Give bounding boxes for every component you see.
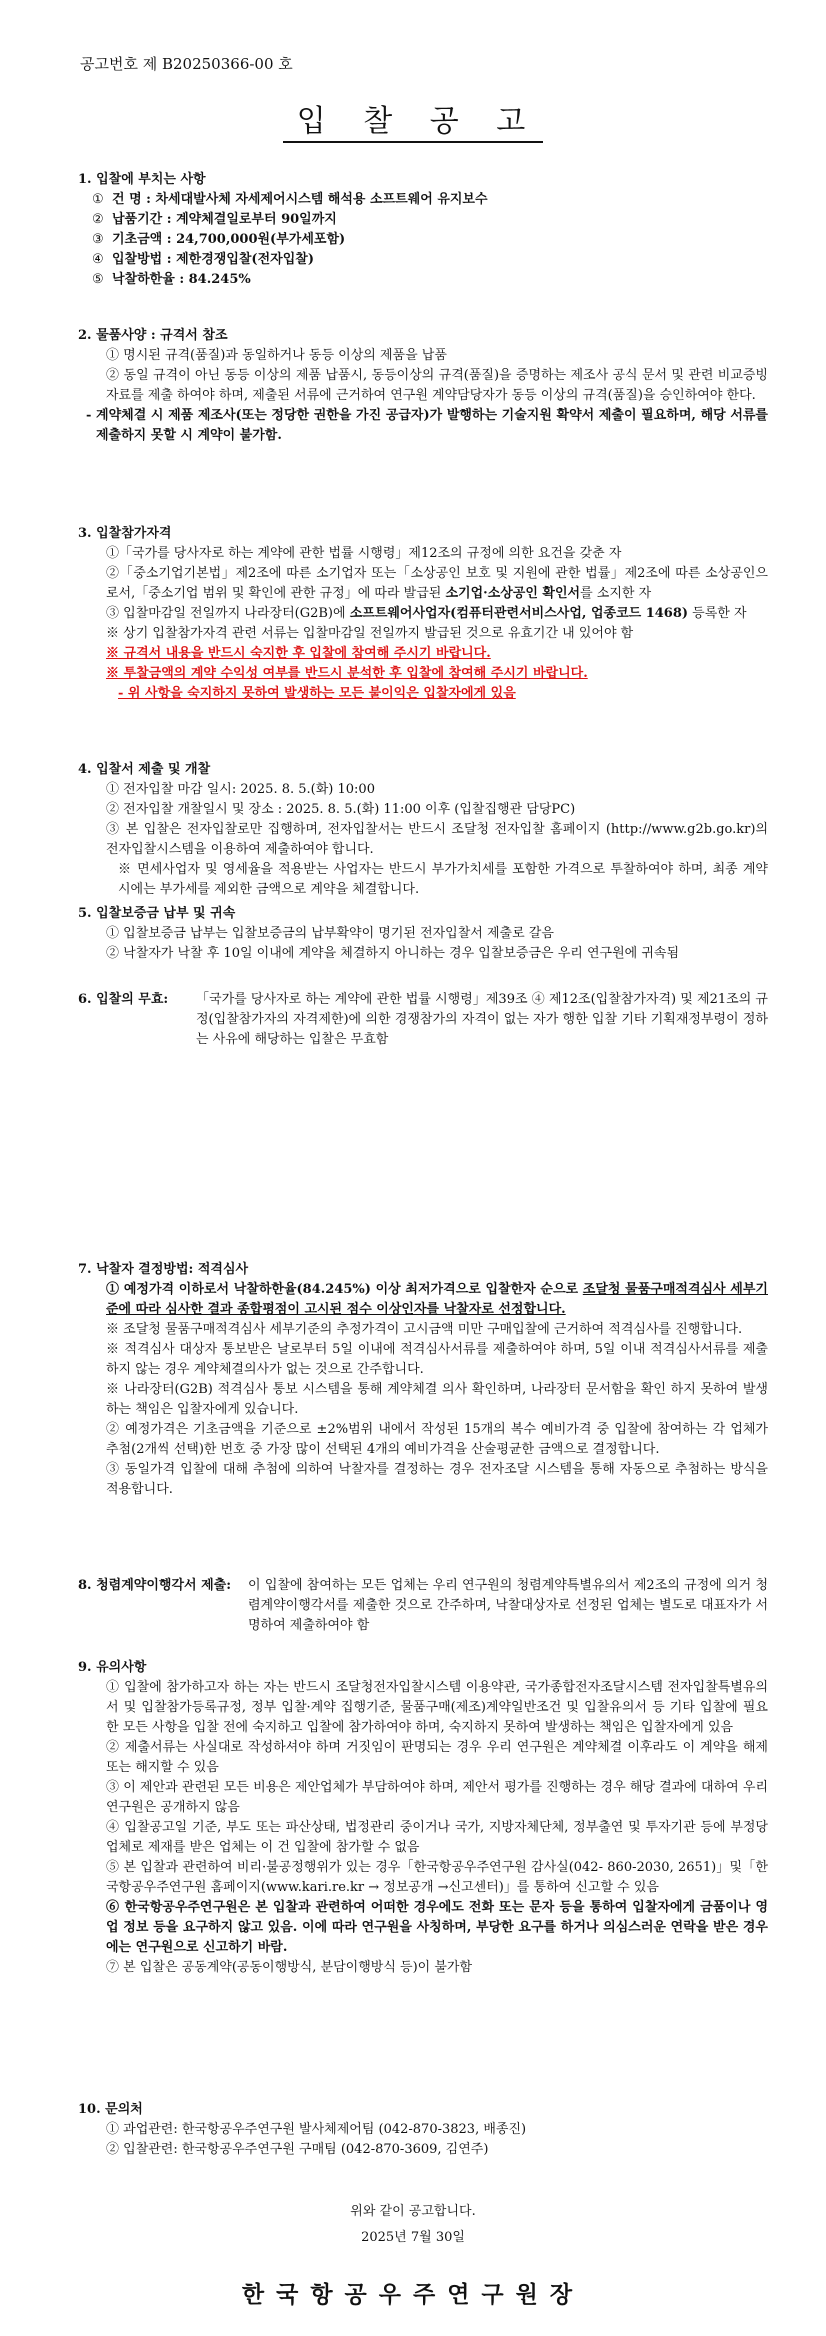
item-marker: ③ <box>92 232 104 247</box>
note: ※ 면세사업자 및 영세율을 적용받는 사업자는 반드시 부가가치세를 포함한 가격으로 투찰하여야 하며, 최종 계약 시에는 부가세를 제외한 금액으로 계약을 체결합니다. <box>118 862 768 897</box>
item-text: ② 전자입찰 개찰일시 및 장소 : 2025. 8. 5.(화) 11:00 이후 <box>106 802 451 817</box>
item-text-bold: 소프트웨어사업자(컴퓨터관련서비스사업, 업종코드 1468) <box>349 606 689 621</box>
list-item <box>78 1280 768 1320</box>
warning-text: ※ 투찰금액의 계약 수익성 여부를 반드시 분석한 후 입찰에 참여해 주시기 바랍니다. <box>106 666 588 681</box>
list-item: ⑤ 본 입찰과 관련하여 비리·불공정행위가 있는 경우「한국항공우주연구원 감사실(042- 860-2030, 2651)」및「한국항공우주연구원 홈페이지(www.kari.re.kr → 정보공개 →신고센터)」를 통하여 신고할 수 있음 <box>106 1860 768 1895</box>
section-heading: 4. 입찰서 제출 및 개찰 <box>78 762 211 777</box>
section-heading: 7. 낙찰자 결정방법: 적격심사 <box>78 1262 249 1277</box>
page-title <box>0 96 826 140</box>
section-notes <box>78 1658 768 1978</box>
list-item: ④ 입찰공고일 기준, 부도 또는 파산상태, 법정관리 중이거나 국가, 지방자체단체, 정부출연 및 투자기관 등에 부정당업체로 제재를 받은 업체는 이 건 입찰에 참가할 수 없음 <box>106 1820 768 1855</box>
item-text: 낙찰하한율 : 84.245% <box>112 272 251 287</box>
item-text: 입찰방법 : 제한경쟁입찰(전자입찰) <box>112 252 314 267</box>
list-item: ① 전자입찰 마감 일시: 2025. 8. 5.(화) 10:00 <box>106 782 375 797</box>
note: ※ 적격심사 대상자 통보받은 날로부터 5일 이내에 적격심사서류를 제출하여야 하며, 5일 이내 적격심사서류를 제출하지 않는 경우 계약체결의사가 없는 것으로 간주합니다. <box>106 1342 768 1377</box>
list-item: ② 제출서류는 사실대로 작성하셔야 하며 거짓임이 판명되는 경우 우리 연구원은 계약체결 이후라도 이 계약을 해제 또는 해지할 수 있음 <box>106 1740 768 1775</box>
warning-text: ※ 규격서 내용을 반드시 숙지한 후 입찰에 참여해 주시기 바랍니다. <box>106 646 491 661</box>
list-item: ③ 본 입찰은 전자입찰로만 집행하며, 전자입찰서는 반드시 조달청 전자입찰 홈페이지 (http://www.g2b.go.kr)의 전자입찰시스템을 이용하여 제출하여야 합니다. <box>106 822 768 857</box>
list-item <box>78 270 768 290</box>
list-item <box>78 564 768 604</box>
item-text: 기초금액 : 24,700,000원(부가세포함) <box>112 232 346 247</box>
section-spec <box>78 326 768 446</box>
list-item <box>78 250 768 270</box>
item-marker: ④ <box>92 252 104 267</box>
note-warning <box>78 664 768 684</box>
section-heading: 10. 문의처 <box>78 2102 143 2117</box>
section-contacts <box>78 2100 768 2160</box>
item-text: 건 명 : 차세대발사체 자세제어시스템 해석용 소프트웨어 유지보수 <box>112 192 488 207</box>
item-text: ②「중소기업기본법」제2조에 따른 소기업자 또는「소상공인 보호 및 지원에 관한 법률」제2조에 따른 소상공인으로서,「중소기업 범위 및 확인에 관한 규정」에 따라 발급된 <box>106 566 768 601</box>
note-warning <box>78 644 768 664</box>
notice-date: 2025년 7월 30일 <box>361 2230 465 2245</box>
section-deposit <box>78 904 768 964</box>
note-warning <box>78 684 768 704</box>
list-item: ① 명시된 규격(품질)과 동일하거나 동등 이상의 제품을 납품 <box>106 348 447 363</box>
list-item <box>78 210 768 230</box>
invalid-clause <box>78 990 768 1050</box>
list-item: ⑥ 한국항공우주연구원은 본 입찰과 관련하여 어떠한 경우에도 전화 또는 문자 등을 통하여 입찰자에게 금품이나 영업 정보 등을 요구하지 않고 있음. 이에 따라 연구원을 사칭하며, 부당한 요구를 하거나 의심스러운 연락을 받은 경우에는 연구원으로 신고하기 바람. <box>106 1900 768 1955</box>
item-text: ① 예정가격 이하로서 낙찰하한율(84.245%) 이상 최저가격으로 입찰한자 순으로 <box>106 1282 583 1297</box>
list-item: ② 낙찰자가 낙찰 후 10일 이내에 계약을 체결하지 아니하는 경우 입찰보증금은 우리 연구원에 귀속됨 <box>106 946 680 961</box>
notice-number: 공고번호 제 B20250366-00 호 <box>80 55 293 73</box>
item-text: 납품기간 : 계약체결일로부터 90일까지 <box>112 212 337 227</box>
contact-item: ② 입찰관련: 한국항공우주연구원 구매팀 (042-870-3609, 김연주) <box>106 2142 489 2157</box>
item-marker: ② <box>92 212 104 227</box>
list-item <box>78 190 768 210</box>
item-marker: ① <box>92 192 104 207</box>
section-integrity <box>78 1576 768 1636</box>
note: - 계약체결 시 제품 제조사(또는 정당한 권한을 가진 공급자)가 발행하는 기술지원 확약서 제출이 필요하며, 해당 서류를 제출하지 못할 시 계약이 불가함. <box>86 408 768 443</box>
section-award-method <box>78 1260 768 1500</box>
list-item: ③ 이 제안과 관련된 모든 비용은 제안업체가 부담하여야 하며, 제안서 평가를 진행하는 경우 해당 결과에 대하여 우리 연구원은 공개하지 않음 <box>106 1780 768 1815</box>
clause-text: 「국가를 당사자로 하는 계약에 관한 법률 시행령」제39조 ④ 제12조(입찰참가자격) 및 제21조의 규정(입찰참가자의 자격제한)에 의한 경쟁참가의 자격이 없는 자가 행한 입찰 기타 기획재정부령이 정하는 사유에 해당하는 입찰은 무효함 <box>196 992 768 1047</box>
clause-text: 이 입찰에 참여하는 모든 업체는 우리 연구원의 청렴계약특별유의서 제2조의 규정에 의거 청렴계약이행각서를 제출한 것으로 간주하며, 낙찰대상자로 선정된 업체는 별도로 대표자가 서명하여 제출하여야 함 <box>248 1578 768 1633</box>
closing-line: 위와 같이 공고합니다. <box>350 2204 476 2219</box>
item-text: ③ 입찰마감일 전일까지 나라장터(G2B)에 <box>106 606 350 621</box>
section-invalid <box>78 990 768 1050</box>
section-heading: 6. 입찰의 무효: <box>78 992 169 1007</box>
section-heading: 5. 입찰보증금 납부 및 귀속 <box>78 906 236 921</box>
item-text-bold: 소기업·소상공인 확인서 <box>445 586 581 601</box>
item-text: (입찰집행관 담당PC) <box>450 802 576 817</box>
section-heading: 3. 입찰참가자격 <box>78 526 172 541</box>
section-bid-items <box>78 170 768 290</box>
contact-item: ① 과업관련: 한국항공우주연구원 발사체제어팀 (042-870-3823, 배종진) <box>106 2122 527 2137</box>
note: ※ 상기 입찰참가자격 관련 서류는 입찰마감일 전일까지 발급된 것으로 유효기간 내 있어야 함 <box>106 626 634 641</box>
section-heading: 9. 유의사항 <box>78 1660 147 1675</box>
section-heading: 2. 물품사양 : 규격서 참조 <box>78 328 228 343</box>
issuer-signature: 한국항공우주연구원장 <box>241 2281 585 2308</box>
warning-text: - 위 사항을 숙지하지 못하여 발생하는 모든 불이익은 입찰자에게 있음 <box>118 686 516 701</box>
section-heading: 1. 입찰에 부치는 사항 <box>78 172 206 187</box>
list-item: ①「국가를 당사자로 하는 계약에 관한 법률 시행령」제12조의 규정에 의한 요건을 갖춘 자 <box>106 546 622 561</box>
list-item: ⑦ 본 입찰은 공동계약(공동이행방식, 분담이행방식 등)이 불가함 <box>106 1960 473 1975</box>
list-item <box>78 230 768 250</box>
item-text-underlined: 조달청 물품구매적격심사 세부기준에 따라 심사한 결과 종합평점이 고시된 점수 이상인자를 낙찰자로 선정합니다. <box>106 1282 768 1317</box>
list-item: ② 동일 규격이 아닌 동등 이상의 제품 납품시, 동등이상의 규격(품질)을 증명하는 제조사 공식 문서 및 관련 비교증빙자료를 제출 하여야 하며, 제출된 서류에 근거하여 연구원 계약담당자가 동등 이상의 규격(품질)을 승인하여야 한다. <box>106 368 768 403</box>
note: ※ 조달청 물품구매적격심사 세부기준의 추정가격이 고시금액 미만 구매입찰에 근거하여 적격심사를 진행합니다. <box>106 1322 743 1337</box>
item-marker: ⑤ <box>92 272 104 287</box>
note: ※ 나라장터(G2B) 적격심사 통보 시스템을 통해 계약체결 의사 확인하며, 나라장터 문서함을 확인 하지 못하여 발생하는 책임은 입찰자에게 있습니다. <box>106 1382 768 1417</box>
section-eligibility <box>78 524 768 704</box>
list-item: ① 입찰보증금 납부는 입찰보증금의 납부확약이 명기된 전자입찰서 제출로 갈음 <box>106 926 554 941</box>
item-text: 를 소지한 자 <box>580 586 652 601</box>
list-item: ③ 동일가격 입찰에 대해 추첨에 의하여 낙찰자를 결정하는 경우 전자조달 시스템을 통해 자동으로 추첨하는 방식을 적용합니다. <box>106 1462 768 1497</box>
list-item: ① 입찰에 참가하고자 하는 자는 반드시 조달청전자입찰시스템 이용약관, 국가종합전자조달시스템 전자입찰특별유의서 및 입찰참가등록규정, 정부 입찰·계약 집행기준, 물품구매(제조)계약일반조건 및 입찰유의서 등 기타 입찰에 필요한 모든 사항을 입찰 전에 숙지하고 입찰에 참가하여야 하며, 숙지하지 못하여 발생하는 책임은 입찰자에게 있음 <box>106 1680 768 1735</box>
section-heading: 8. 청렴계약이행각서 제출: <box>78 1578 232 1593</box>
list-item <box>78 800 768 820</box>
item-text: 등록한 자 <box>688 606 747 621</box>
list-item <box>78 604 768 624</box>
list-item: ② 예정가격은 기초금액을 기준으로 ±2%범위 내에서 작성된 15개의 복수 예비가격 중 입찰에 참여하는 각 업체가 추첨(2개씩 선택)한 번호 중 가장 많이 선택된 4개의 예비가격을 산술평균한 금액으로 결정합니다. <box>106 1422 768 1457</box>
integrity-clause <box>78 1576 768 1636</box>
section-submission <box>78 760 768 900</box>
page-title-text: 입 찰 공 고 <box>283 104 544 143</box>
